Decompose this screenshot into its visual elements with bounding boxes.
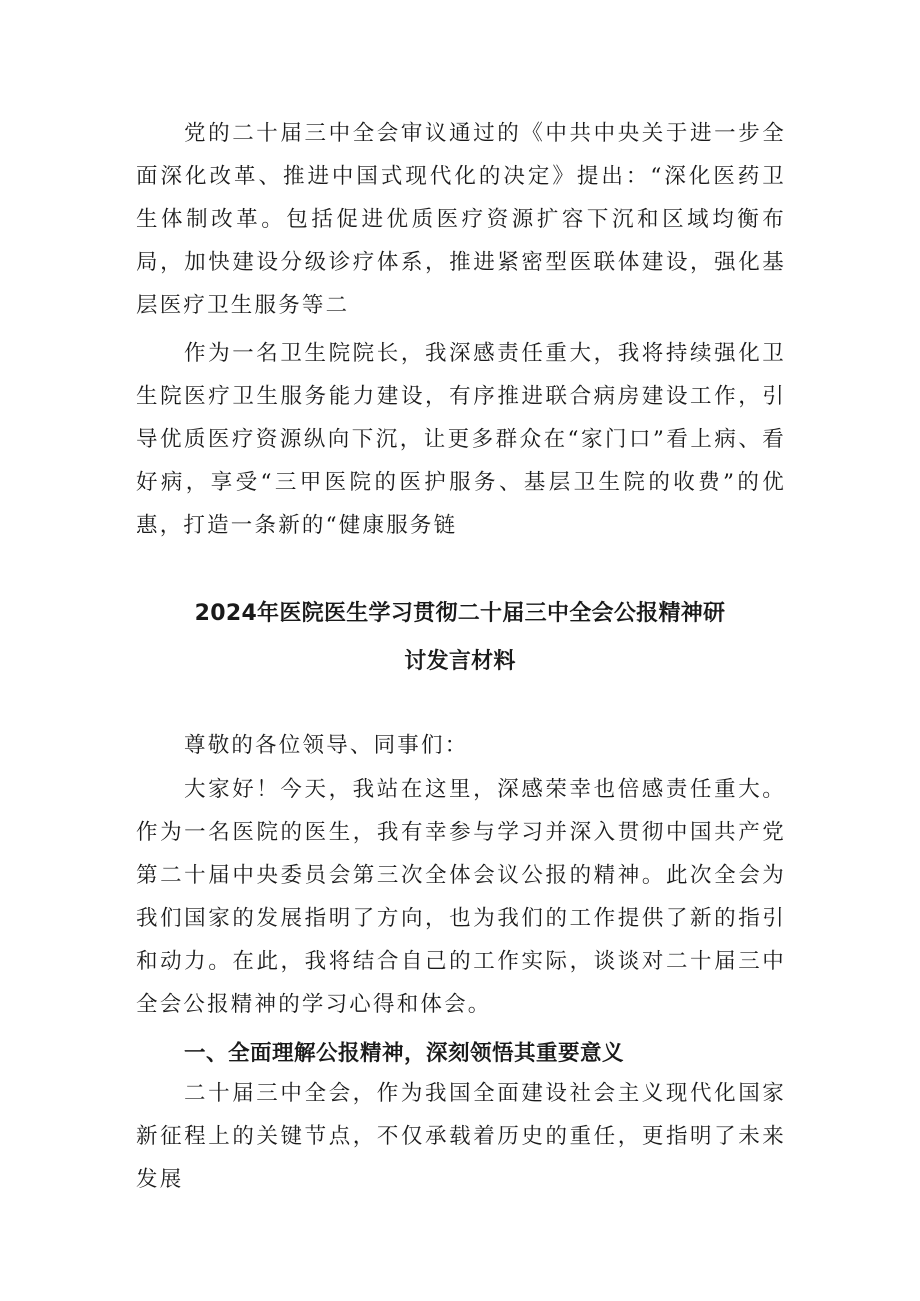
paragraph-plenary-significance: 二十届三中全会，作为我国全面建设社会主义现代化国家新征程上的关键节点，不仅承载着历史的重任，更指明了未来发展	[136, 1081, 786, 1192]
document-title-line-2: 讨发言材料	[404, 649, 516, 674]
document-title-line-1: 2024年医院医生学习贯彻二十届三中全会公报精神研	[194, 601, 726, 626]
paragraph-health-center-director: 作为一名卫生院院长，我深感责任重大，我将持续强化卫生院医疗卫生服务能力建设，有序推进联合病房建设工作，引导优质医疗资源纵向下沉，让更多群众在“家门口”看上病、看好病，享受“三甲医院的医护服务、基层卫生院的收费”的优惠，打造一条新的“健康服务链	[136, 341, 786, 538]
paragraph-greeting: 大家好！今天，我站在这里，深感荣幸也倍感责任重大。作为一名医院的医生，我有幸参与学习并深入贯彻中国共产党第二十届中央委员会第三次全体会议公报的精神。此次全会为我们国家的发展指明了方向，也为我们的工作提供了新的指引和动力。在此，我将结合自己的工作实际，谈谈对二十届三中全会公报精神的学习心得和体会。	[136, 777, 786, 1017]
salutation: 尊敬的各位领导、同事们：	[184, 733, 469, 758]
paragraph-reform-decision: 党的二十届三中全会审议通过的《中共中央关于进一步全面深化改革、推进中国式现代化的决定》提出：“深化医药卫生体制改革。包括促进优质医疗资源扩容下沉和区域均衡布局，加快建设分级诊疗体系，推进紧密型医联体建设，强化基层医疗卫生服务等二	[136, 121, 786, 318]
section-heading-1: 一、全面理解公报精神，深刻领悟其重要意义	[184, 1041, 625, 1066]
